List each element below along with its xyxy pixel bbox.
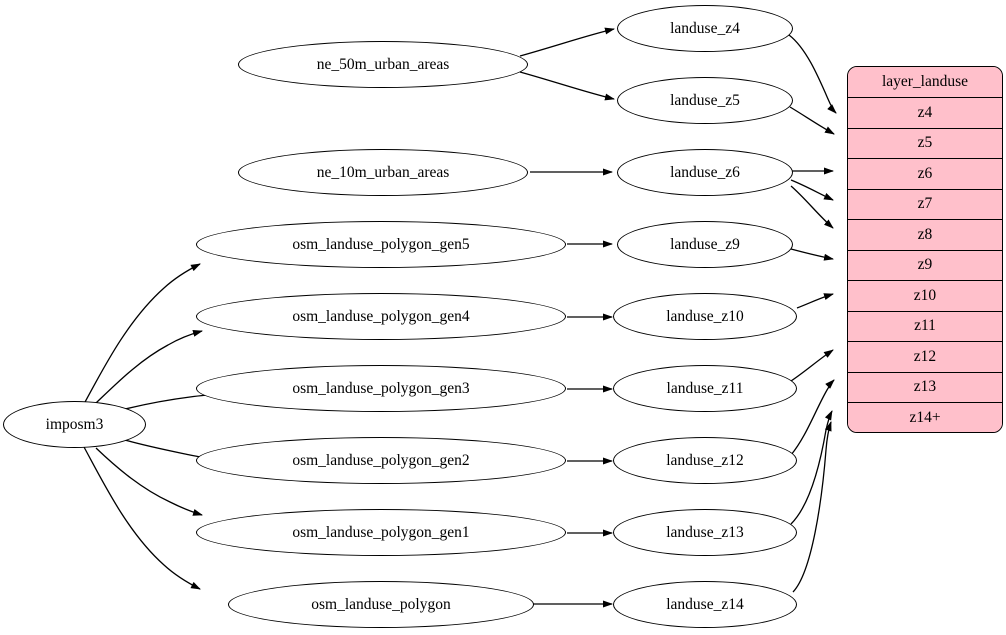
node-imposm3[interactable] [3,401,146,448]
node-osm-landuse-polygon-gen4[interactable] [196,293,566,340]
table-row[interactable] [848,251,1002,282]
node-label: osm_landuse_polygon [311,595,451,613]
table-row[interactable] [848,220,1002,251]
node-landuse-z12[interactable] [613,437,797,484]
node-label: landuse_z12 [666,451,744,469]
node-ne-50m-urban-areas[interactable] [238,41,528,88]
node-label: landuse_z9 [670,235,740,253]
node-label: osm_landuse_polygon_gen4 [292,307,470,325]
node-landuse-z5[interactable] [617,77,793,124]
node-ne-10m-urban-areas[interactable] [238,149,528,196]
table-cell-label: z11 [914,317,936,335]
table-row[interactable] [848,373,1002,404]
node-osm-landuse-polygon-gen2[interactable] [196,437,566,484]
node-label: landuse_z13 [666,523,744,541]
node-label: landuse_z5 [670,91,740,109]
node-label: osm_landuse_polygon_gen5 [292,235,470,253]
table-row[interactable] [848,342,1002,373]
node-label: imposm3 [45,415,104,433]
table-cell-label: z6 [917,164,933,182]
node-osm-landuse-polygon-gen5[interactable] [196,221,566,268]
node-label: osm_landuse_polygon_gen3 [292,379,470,397]
node-label: landuse_z4 [670,19,740,37]
table-row[interactable] [848,159,1002,190]
node-label: osm_landuse_polygon_gen2 [292,451,470,469]
table-row[interactable] [848,312,1002,343]
table-cell-label: z4 [917,103,933,121]
table-header-label: layer_landuse [881,73,969,90]
table-cell-label: z5 [917,134,933,152]
node-label: ne_50m_urban_areas [316,55,450,73]
node-osm-landuse-polygon[interactable] [228,581,534,628]
table-cell-label: z10 [913,286,937,304]
node-label: landuse_z6 [670,163,740,181]
node-label: osm_landuse_polygon_gen1 [292,523,470,541]
table-row[interactable] [848,403,1002,433]
table-cell-label: z9 [917,256,933,274]
table-cell-label: z14+ [909,409,941,427]
table-row[interactable] [848,129,1002,160]
node-landuse-z11[interactable] [613,365,797,412]
node-landuse-z13[interactable] [613,509,797,556]
table-cell-label: z13 [913,378,937,396]
table-row[interactable] [848,98,1002,129]
node-label: landuse_z10 [666,307,744,325]
node-landuse-z9[interactable] [617,221,793,268]
table-cell-label: z8 [917,225,933,243]
node-landuse-z6[interactable] [617,149,793,196]
node-label: landuse_z14 [666,595,744,613]
table-row[interactable] [848,190,1002,221]
table-row[interactable] [848,281,1002,312]
node-label: ne_10m_urban_areas [316,163,450,181]
node-landuse-z4[interactable] [617,5,793,52]
node-landuse-z10[interactable] [613,293,797,340]
node-label: landuse_z11 [666,379,744,397]
table-cell-label: z7 [917,195,933,213]
node-osm-landuse-polygon-gen1[interactable] [196,509,566,556]
node-osm-landuse-polygon-gen3[interactable] [196,365,566,412]
layer-landuse-table[interactable] [847,66,1003,433]
table-cell-label: z12 [913,347,937,365]
node-landuse-z14[interactable] [613,581,797,628]
table-header-row [848,67,1002,98]
